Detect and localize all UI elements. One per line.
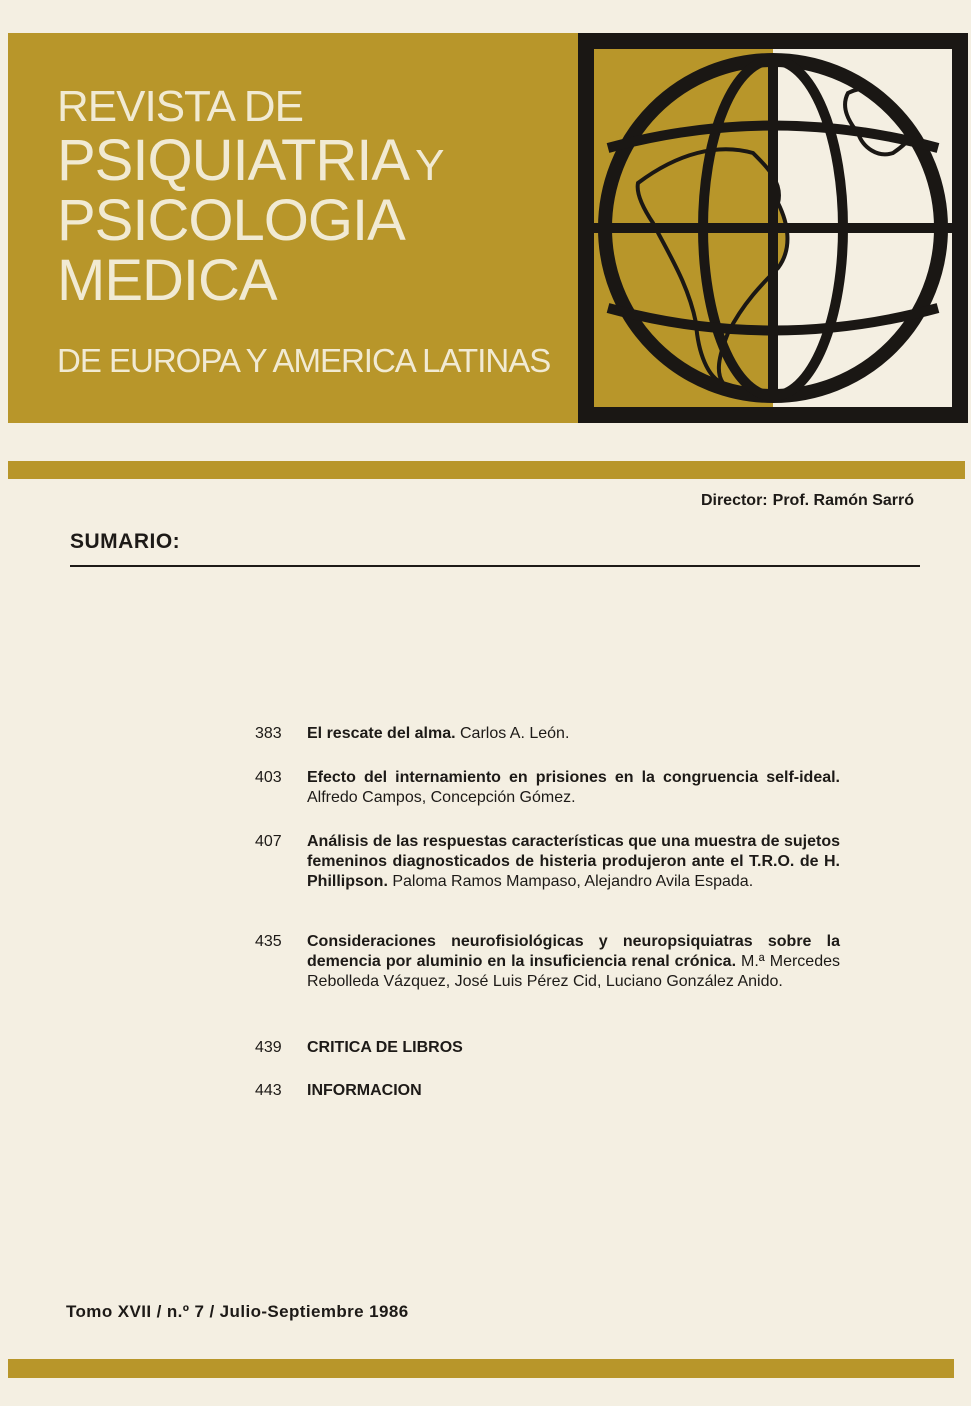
contents-entry bbox=[255, 832, 840, 892]
section-title: INFORMACION bbox=[307, 1082, 422, 1099]
page-number: 443 bbox=[255, 1082, 282, 1099]
divider-rule bbox=[70, 565, 920, 567]
article-authors: Carlos A. León. bbox=[459, 725, 570, 742]
page-number: 383 bbox=[255, 725, 282, 742]
contents-entry bbox=[255, 1081, 840, 1101]
page-number: 435 bbox=[255, 933, 282, 950]
gold-rule-top bbox=[8, 461, 965, 479]
section-title: CRITICA DE LIBROS bbox=[307, 1039, 463, 1056]
issue-info: Tomo XVII / n.º 7 / Julio-Septiembre 1986 bbox=[66, 1302, 409, 1321]
contents-entry bbox=[255, 724, 840, 744]
title-line-psiquiatria bbox=[57, 128, 444, 195]
article-title: Análisis de las respuestas características que una muestra de sujetos femeninos diagnosticados de histeria produjeron ante el T.R.O. de H. Phillipson. bbox=[307, 833, 840, 890]
subtitle-europa-america: DE EUROPA Y AMERICA LATINAS bbox=[57, 342, 551, 379]
globe-americas-icon bbox=[578, 33, 968, 423]
director-label: Director: bbox=[700, 492, 768, 509]
page-number: 439 bbox=[255, 1039, 282, 1056]
contents-entry bbox=[255, 932, 840, 992]
contents-entry bbox=[255, 1038, 840, 1058]
title-line-psicologia: PSICOLOGIA bbox=[57, 188, 405, 253]
director-credit bbox=[600, 492, 914, 510]
article-title: Consideraciones neurofisiológicas y neuropsiquiatras sobre la demencia por aluminio en la insuficiencia renal crónica. bbox=[307, 933, 840, 970]
director-name: Prof. Ramón Sarró bbox=[772, 492, 914, 509]
article-authors: M.ª Mercedes Rebolleda Vázquez, José Luis Pérez Cid, Luciano González Anido. bbox=[307, 953, 840, 990]
title-word-psiquiatria: PSIQUIATRIA bbox=[57, 128, 410, 193]
page-number: 407 bbox=[255, 833, 282, 850]
article-authors: Alfredo Campos, Concepción Gómez. bbox=[307, 789, 576, 806]
article-title: El rescate del alma. bbox=[307, 725, 456, 742]
contents-entry bbox=[255, 768, 840, 808]
title-word-y: Y bbox=[415, 141, 444, 190]
title-line-revista: REVISTA DE bbox=[57, 82, 303, 131]
article-title: Efecto del internamiento en prisiones en la congruencia self-ideal. bbox=[307, 769, 840, 786]
gold-rule-bottom bbox=[8, 1359, 954, 1378]
title-line-medica: MEDICA bbox=[57, 248, 277, 313]
journal-logo bbox=[578, 33, 968, 423]
page-number: 403 bbox=[255, 769, 282, 786]
sumario-heading: SUMARIO: bbox=[70, 530, 181, 553]
article-authors: Paloma Ramos Mampaso, Alejandro Avila Espada. bbox=[392, 873, 754, 890]
